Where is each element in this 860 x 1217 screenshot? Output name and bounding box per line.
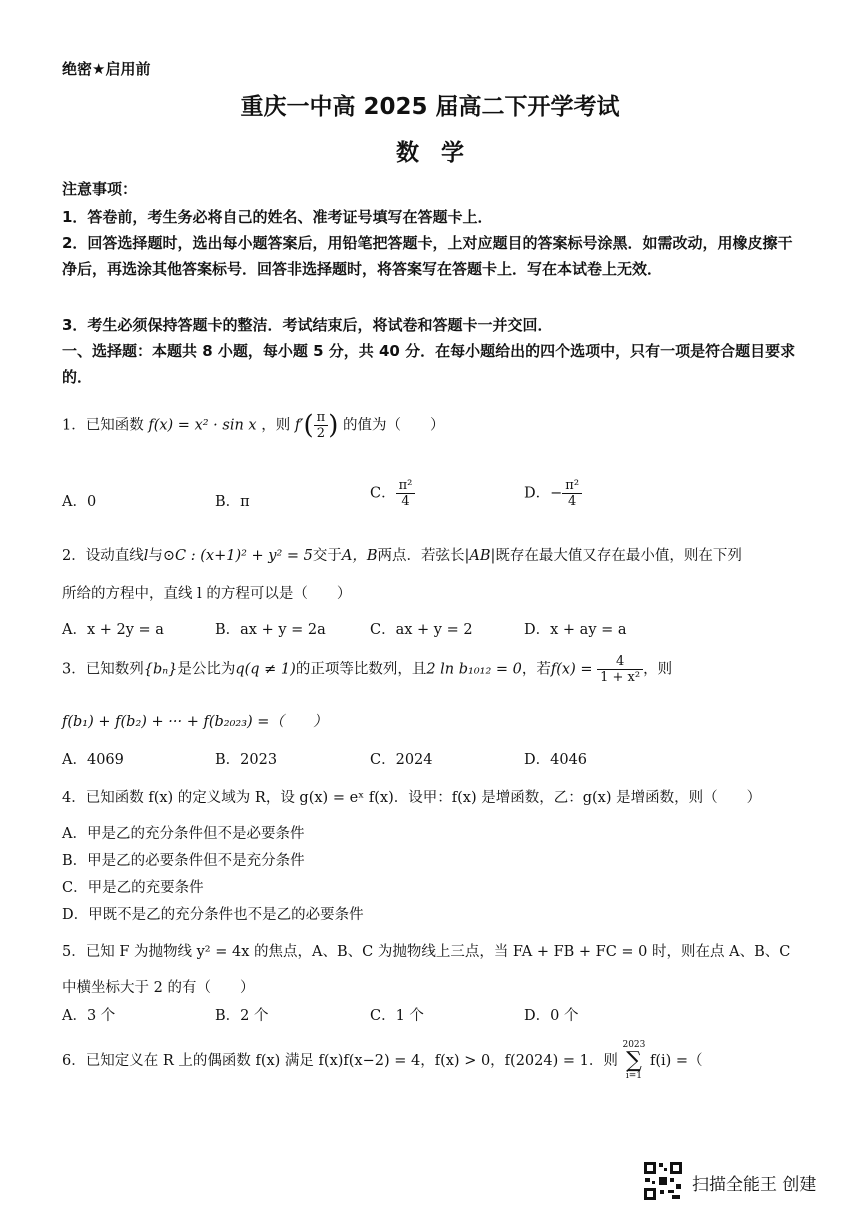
q2-option-d: D．x + ay = a xyxy=(524,622,627,638)
q4-option-b: B．甲是乙的必要条件但不是充分条件 xyxy=(62,853,305,869)
notice-item-3: 3．考生必须保持答题卡的整洁．考试结束后，将试卷和答题卡一并交回． xyxy=(62,316,553,334)
exam-title: 重庆一中高 2025 届高二下开学考试 xyxy=(240,94,620,120)
q1-option-b: B．π xyxy=(215,494,250,510)
secret-label: 绝密★启用前 xyxy=(62,60,151,78)
question-2-line-2: 所给的方程中，直线 l 的方程可以是（ ） xyxy=(62,586,352,602)
question-4: 4．已知函数 f(x) 的定义域为 R，设 g(x) = eˣ f(x)．设甲：f(x) 是增函数，乙：g(x) 是增函数，则（ ） xyxy=(62,790,762,806)
q1-option-d: D．− $\frac{\text{π²}}{4}$ xyxy=(524,478,582,509)
q1-fraction: $\frac{\pi}{2}$ xyxy=(314,410,329,441)
question-3-line-2: f(b₁) + f(b₂) + ··· + f(b₂₀₂₃) =（ ） xyxy=(62,714,328,730)
q3-fraction: $\frac{4}{\text{1 + x²}}$ xyxy=(597,654,643,685)
q1-mid: ，则 xyxy=(261,417,291,434)
q4-option-d: D．甲既不是乙的充分条件也不是乙的必要条件 xyxy=(62,907,364,923)
summation-symbol: 2023 ∑ i=1 xyxy=(622,1040,646,1081)
q5-option-c: C．1 个 xyxy=(370,1008,424,1024)
notice-item-2: 2．回答选择题时，选出每小题答案后，用铅笔把答题卡，上对应题目的答案标号涂黑．如需改动，用橡皮擦干净后，再选涂其他答案标号．回答非选择题时，将答案写在答题卡上．写在本试卷上无效． xyxy=(62,234,793,278)
question-2: 2．设动直线l与⊙C : (x+1)² + y² = 5交于A，B两点．若弦长|AB|既存在最大值又存在最小值，则在下列 xyxy=(62,548,742,564)
q3-option-d: D．4046 xyxy=(524,752,588,768)
q3-option-a: A．4069 xyxy=(62,752,124,768)
watermark-text: 扫描全能王 创建 xyxy=(692,1175,817,1195)
section-heading: 一、选择题：本题共 8 小题，每小题 5 分，共 40 分．在每小题给出的四个选项中，只有一项是符合题目要求的． xyxy=(62,342,796,386)
question-6: 6．已知定义在 R 上的偶函数 f(x) 满足 f(x)f(x−2) = 4，f(x) > 0，f(2024) = 1．则 2023 ∑ i=1 f(i) =（ xyxy=(62,1040,703,1081)
question-5-line-2: 中横坐标大于 2 的有（ ） xyxy=(62,980,255,996)
q2-option-c: C．ax + y = 2 xyxy=(370,622,473,638)
q1-option-a: A．0 xyxy=(62,494,97,510)
subject-title: 数学 xyxy=(396,140,486,166)
q4-option-a: A．甲是乙的充分条件但不是必要条件 xyxy=(62,826,305,842)
question-1: 1．已知函数 f(x) = x² · sin x ，则 f′( $\frac{\pi}{2}$ ) 的值为（ ） xyxy=(62,410,445,441)
q2-option-a: A．x + 2y = a xyxy=(62,622,164,638)
question-3: 3．已知数列{bₙ}是公比为q(q ≠ 1)的正项等比数列，且2 ln b₁₀₁₂ = 0，若f(x) = $\frac{4}{\text{1 + x²}}$ ，则 xyxy=(62,654,673,685)
q1-pre: 1．已知函数 xyxy=(62,417,144,434)
q1-post: 的值为（ ） xyxy=(342,417,445,434)
q5-option-a: A．3 个 xyxy=(62,1008,116,1024)
q2-option-b: B．ax + y = 2a xyxy=(215,622,326,638)
notice-heading: 注意事项： xyxy=(62,180,138,198)
q1-option-c: C． $\frac{\text{π²}}{4}$ xyxy=(370,478,415,509)
q1-derivative: f′ xyxy=(294,417,304,434)
notice-item-1: 1．答卷前，考生务必将自己的姓名、准考证号填写在答题卡上． xyxy=(62,208,493,226)
q3-option-b: B．2023 xyxy=(215,752,278,768)
q5-option-b: B．2 个 xyxy=(215,1008,269,1024)
question-5: 5．已知 F 为抛物线 y² = 4x 的焦点，A、B、C 为抛物线上三点，当 FA + FB + FC = 0 时，则在点 A、B、C xyxy=(62,944,791,960)
q1-function: f(x) = x² · sin x xyxy=(148,417,257,434)
q4-option-c: C．甲是乙的充要条件 xyxy=(62,880,204,896)
q5-option-d: D．0 个 xyxy=(524,1008,579,1024)
q3-option-c: C．2024 xyxy=(370,752,433,768)
qr-code-icon xyxy=(642,1160,684,1202)
